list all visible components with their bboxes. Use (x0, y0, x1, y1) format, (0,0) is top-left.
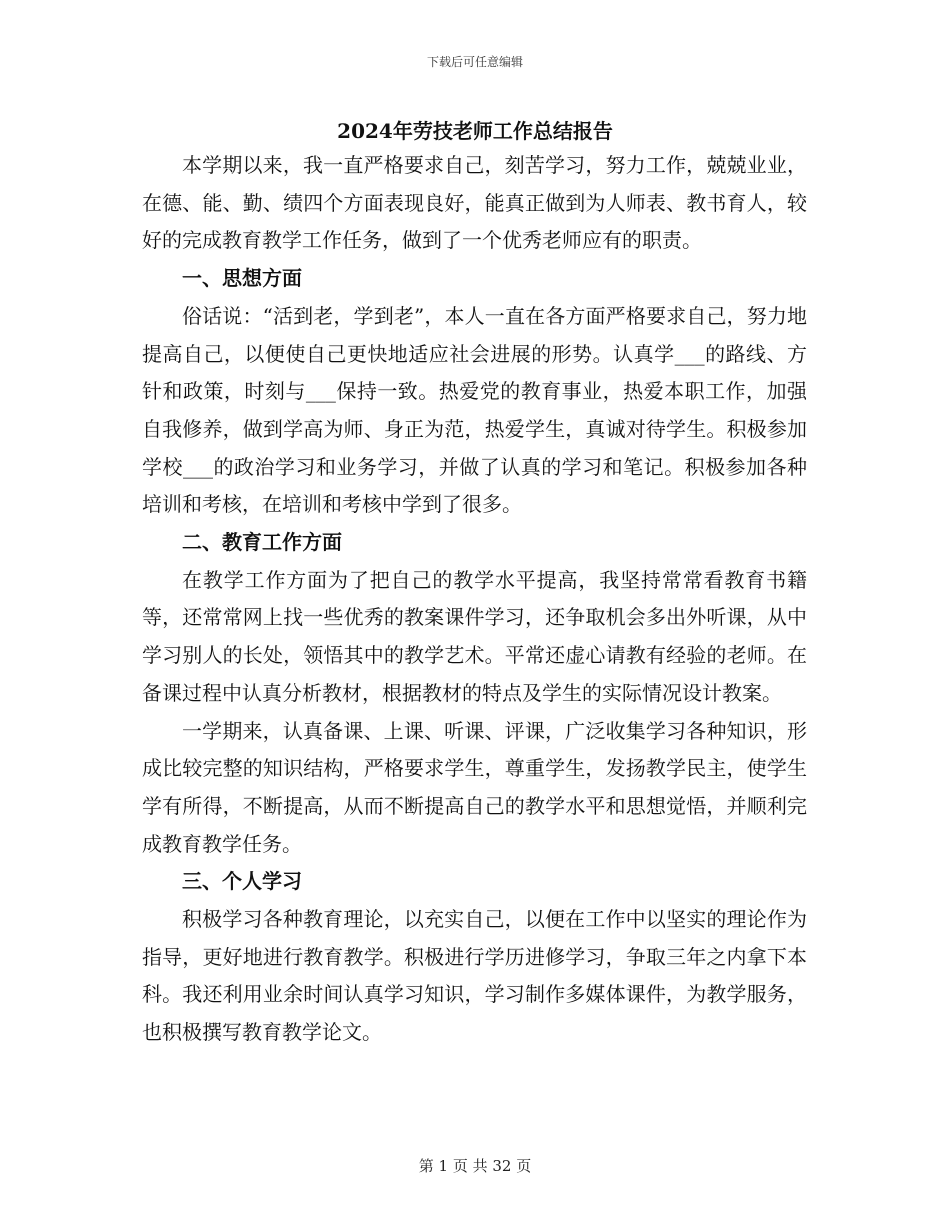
intro-paragraph: 本学期以来，我一直严格要求自己，刻苦学习，努力工作，兢兢业业，在德、能、勤、绩四个方面表现良好，能真正做到为人师表、教书育人，较好的完成教育教学工作任务，做到了一个优秀老师应有的职责。 (142, 153, 807, 253)
section-heading-thought: 一、思想方面 (182, 266, 302, 291)
page-header-note: 下载后可任意编辑 (426, 55, 523, 69)
section-education-paragraph-2: 一学期来，认真备课、上课、听课、评课，广泛收集学习各种知识，形成比较完整的知识结构，严格要求学生，尊重学生，发扬教学民主，使学生学有所得，不断提高，从而不断提高自己的教学水平和思想觉悟，并顺利完成教育教学任务。 (142, 718, 807, 856)
section-heading-education: 二、教育工作方面 (182, 530, 342, 555)
section-study-paragraph: 积极学习各种教育理论，以充实自己，以便在工作中以坚实的理论作为指导，更好地进行教育教学。积极进行学历进修学习，争取三年之内拿下本科。我还利用业余时间认真学习知识，学习制作多媒体课件，为教学服务，也积极撰写教育教学论文。 (142, 907, 807, 1045)
section-education-paragraph-1: 在教学工作方面为了把自己的教学水平提高，我坚持常常看教育书籍等，还常常网上找一些优秀的教案课件学习，还争取机会多出外听课，从中学习别人的长处，领悟其中的教学艺术。平常还虚心请教有经验的老师。在备课过程中认真分析教材，根据教材的特点及学生的实际情况设计教案。 (142, 567, 807, 705)
page-number: 第 1 页 共 32 页 (418, 1157, 532, 1175)
document-title: 2024年劳技老师工作总结报告 (337, 119, 613, 143)
section-thought-paragraph: 俗话说：“活到老，学到老”，本人一直在各方面严格要求自己，努力地提高自己，以便使自己更快地适应社会进展的形势。认真学___的路线、方针和政策，时刻与___保持一致。热爱党的教育事业，热爱本职工作，加强自我修养，做到学高为师、身正为范，热爱学生，真诚对待学生。积极参加学校___的政治学习和业务学习，并做了认真的学习和笔记。积极参加各种培训和考核，在培训和考核中学到了很多。 (142, 303, 807, 517)
document-body (142, 147, 807, 1052)
section-heading-study: 三、个人学习 (182, 869, 302, 894)
